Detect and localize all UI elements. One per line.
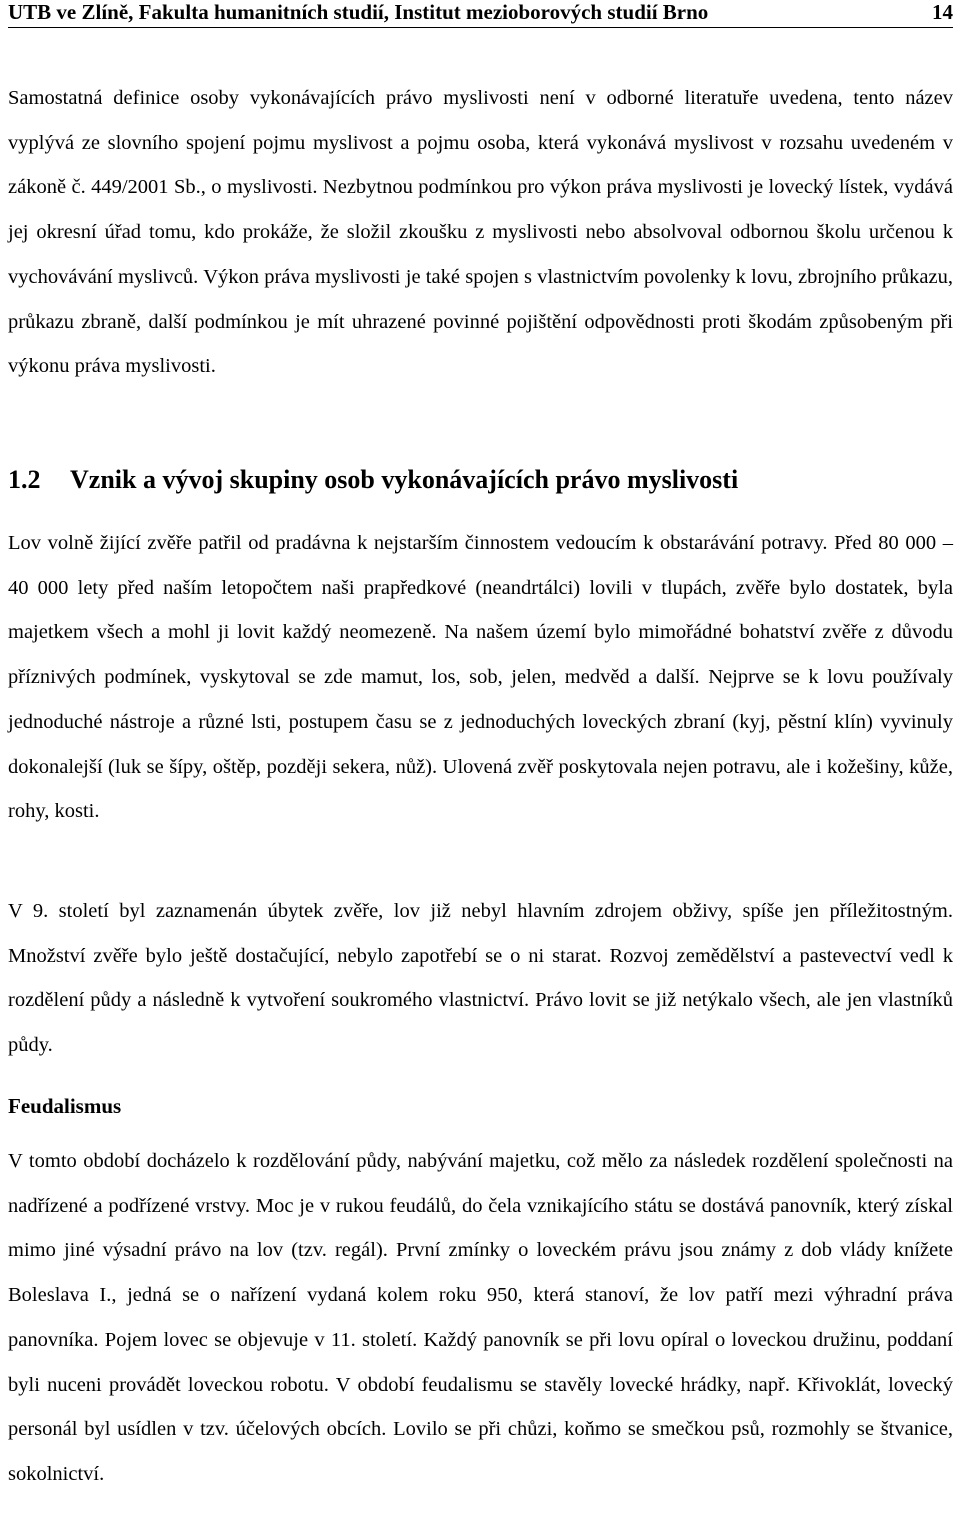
section-heading: [8, 460, 738, 500]
paragraph-feudalism: V tomto období docházelo k rozdělování půdy, nabývání majetku, což mělo za následek rozdělení společnosti na nadřízené a podřízené vrstvy. Moc je v rukou feudálů, do čela vznikajícího státu se dostává panovník, který získal mimo jiné výsadní právo na lov (tzv. regál). První zmínky o loveckém právu jsou známy z dob vlády knížete Boleslava I., jedná se o nařízení vydaná kolem roku 950, která stanoví, že lov patří mezi výhradní práva panovníka. Pojem lovec se objevuje v 11. století. Každý panovník se při lovu opíral o loveckou družinu, poddaní byli nuceni provádět loveckou robotu. V období feudalismu se stavěly lovecké hrádky, např. Křivoklát, lovecký personál byl usídlen v tzv. účelových obcích. Lovilo se při chůzi, koňmo se smečkou psů, rozmohly se štvanice, sokolnictví.: [8, 1150, 953, 1485]
section-title: Vznik a vývoj skupiny osob vykonávajících právo myslivosti: [70, 465, 739, 494]
paragraph-9th-century: V 9. století byl zaznamenán úbytek zvěře, lov již nebyl hlavním zdrojem obživy, spíše jen příležitostným. Množství zvěře bylo ještě dostačující, nebylo zapotřebí se o ni starat. Rozvoj zemědělství a pastevectví vedl k rozdělení půdy a následně k vytvoření soukromého vlastnictví. Právo lovit se již netýkalo všech, ale jen vlastníků půdy.: [8, 900, 953, 1057]
page-number: 14: [932, 0, 953, 24]
subheading-feudalismus: Feudalismus: [8, 1094, 122, 1118]
paragraph-definition: Samostatná definice osoby vykonávajících právo myslivosti není v odborné literatuře uvedena, tento název vyplývá ze slovního spojení pojmu myslivost a pojmu osoba, která vykonává myslivost v rozsahu uvedeném v zákoně č. 449/2001 Sb., o myslivosti. Nezbytnou podmínkou pro výkon práva myslivosti je lovecký lístek, vydává jej okresní úřad tomu, kdo prokáže, že složil zkoušku z myslivosti nebo absolvoval odbornou školu určenou k vychovávání myslivců. Výkon práva myslivosti je také spojen s vlastnictvím povolenky k lovu, zbrojního průkazu, průkazu zbraně, další podmínkou je mít uhrazené povinné pojištění odpovědnosti proti škodám způsobeným při výkonu práva myslivosti.: [8, 87, 953, 378]
paragraph-prehistory: Lov volně žijící zvěře patřil od pradávna k nejstarším činnostem vedoucím k obstarávání potravy. Před 80 000 – 40 000 lety před naším letopočtem naši prapředkové (neandrtálci) lovili v tlupách, zvěře bylo dostatek, byla majetkem všech a mohl ji lovit každý neomezeně. Na našem území bylo mimořádné bohatství zvěře z důvodu příznivých podmínek, vyskytoval se zde mamut, los, sob, jelen, medvěd a další. Nejprve se k lovu používaly jednoduché nástroje a různé lsti, postupem času se z jednoduchých loveckých zbraní (kyj, pěstní klín) vyvinuly dokonalejší (luk se šípy, oštěp, později sekera, nůž). Ulovená zvěř poskytovala nejen potravu, ale i kožešiny, kůže, rohy, kosti.: [8, 532, 953, 823]
document-page: [8, 0, 953, 1485]
section-number: 1.2: [8, 465, 41, 494]
page-header: [8, 0, 953, 28]
header-title: UTB ve Zlíně, Fakulta humanitních studií, Institut mezioborových studií Brno: [8, 0, 709, 24]
